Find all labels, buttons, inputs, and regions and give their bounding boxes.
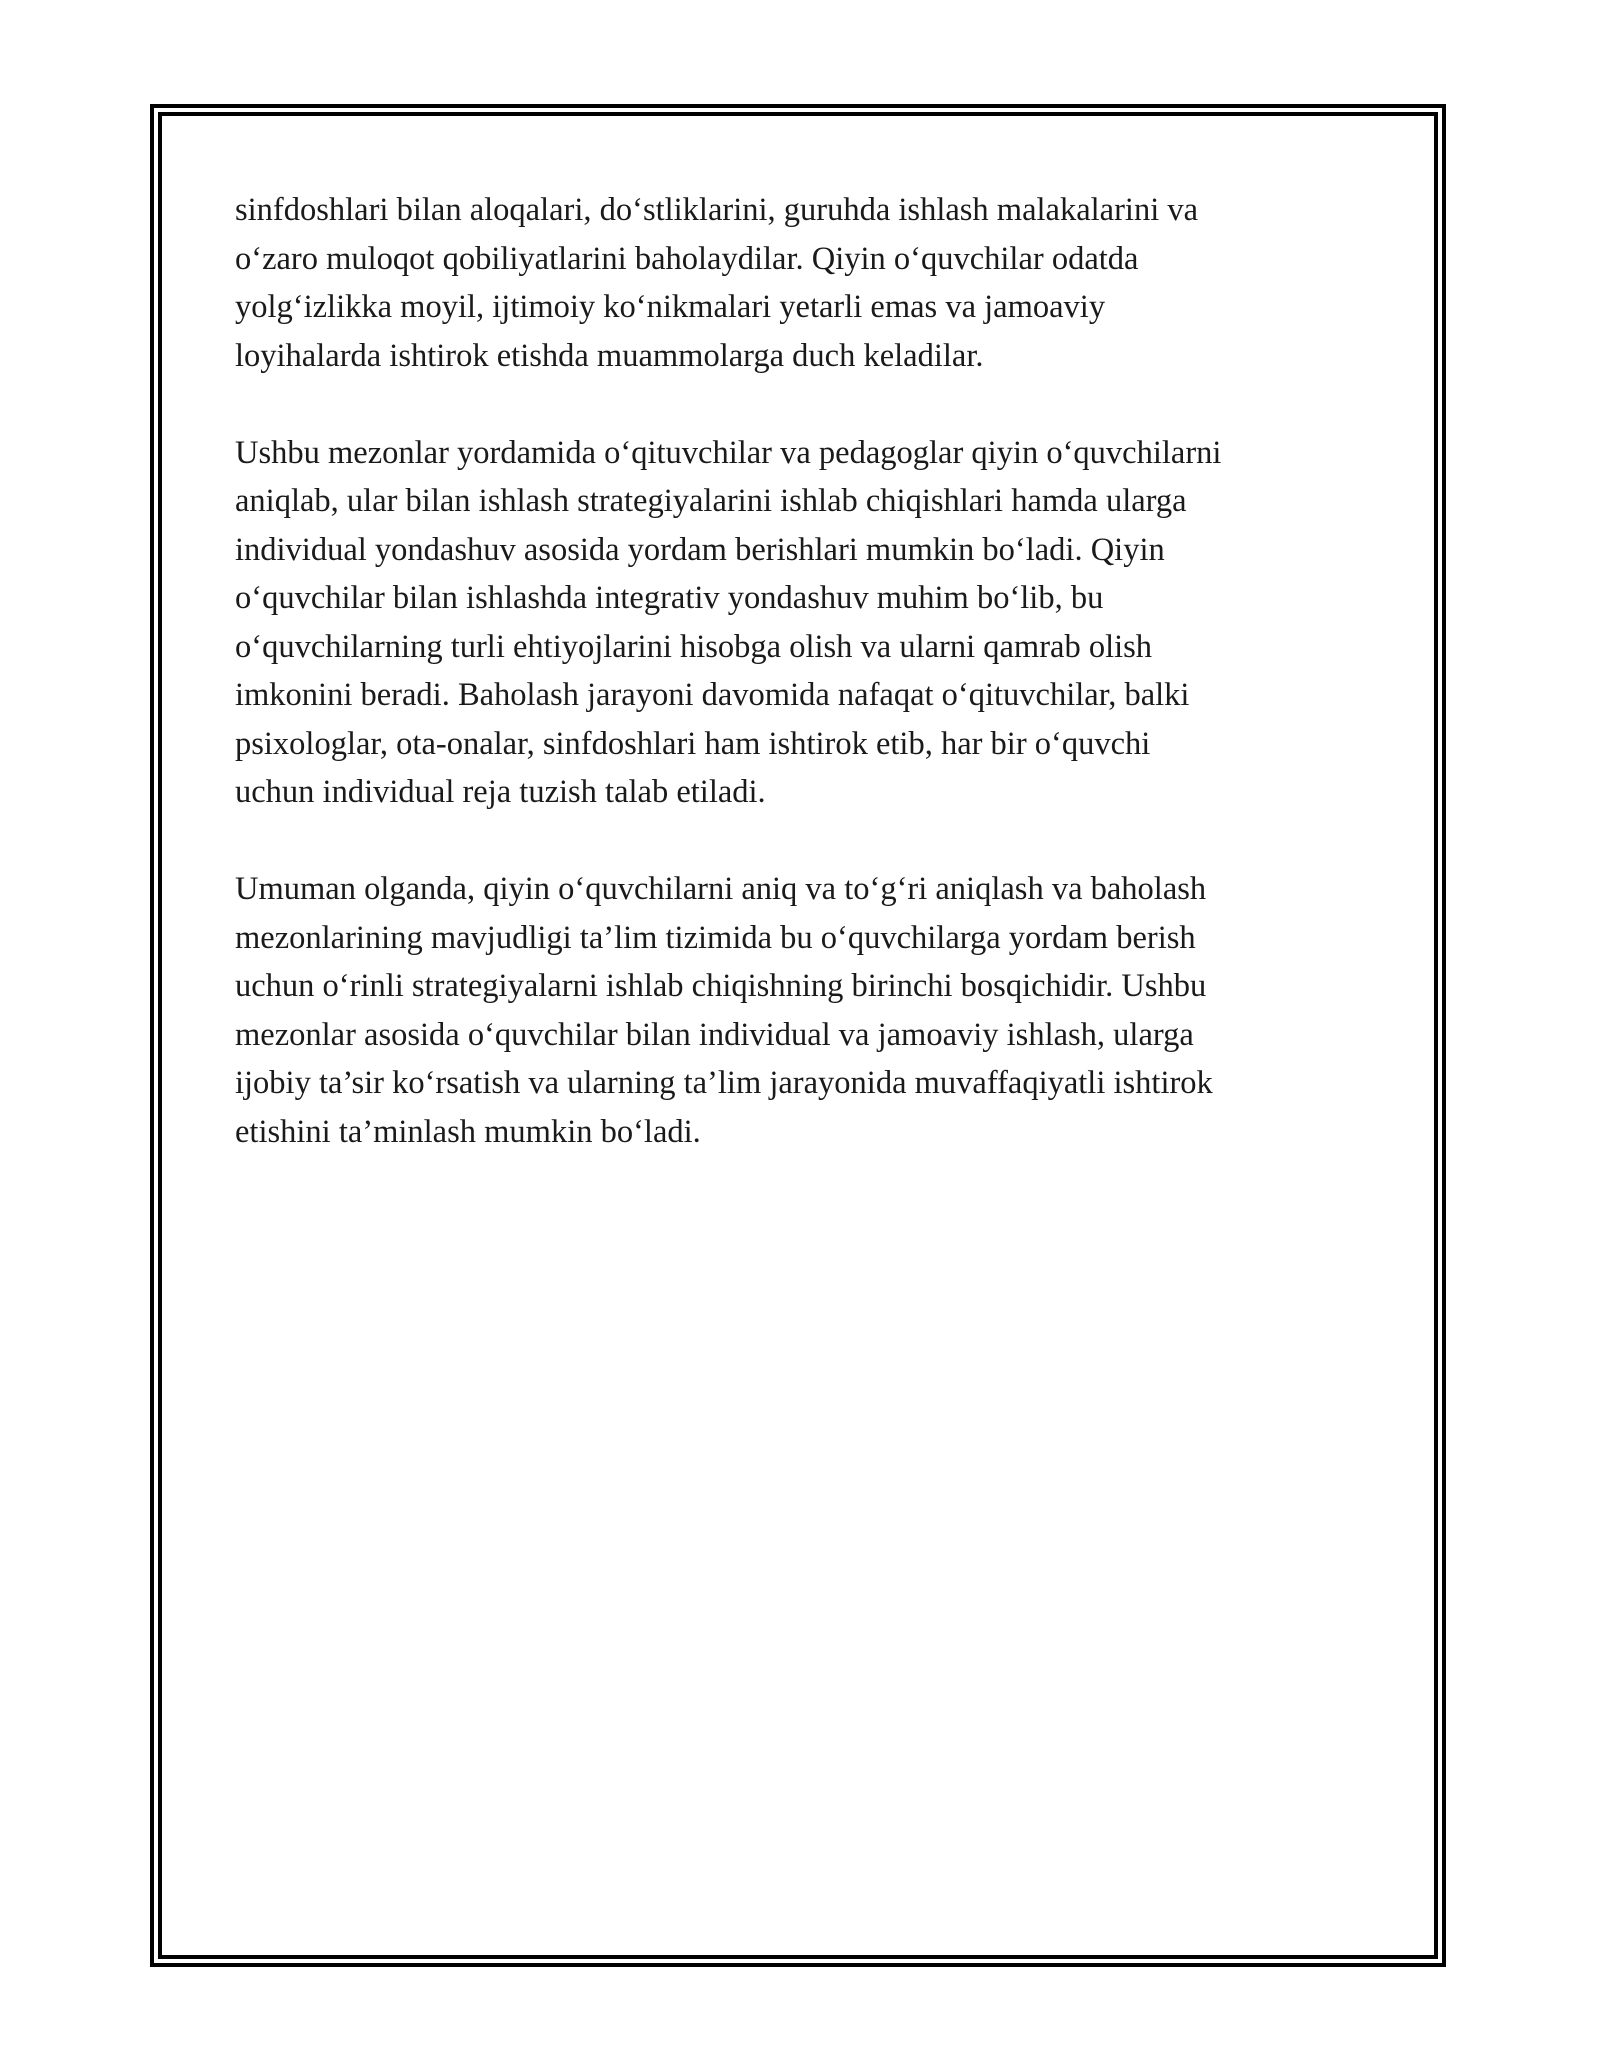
text-line: mezonlarining mavjudligi ta’lim tizimida bu o‘quvchilarga yordam berish (235, 919, 1196, 956)
text-line: mezonlar asosida o‘quvchilar bilan individual va jamoaviy ishlash, ularga (235, 1016, 1194, 1053)
text-line: sinfdoshlari bilan aloqalari, do‘stliklarini, guruhda ishlash malakalarini va (235, 192, 1199, 228)
paragraph-2 (235, 429, 1365, 817)
text-line: Umuman olganda, qiyin o‘quvchilarni aniq va to‘g‘ri aniqlash va baholash (235, 871, 1207, 907)
text-line: imkonini beradi. Baholash jarayoni davomida nafaqat o‘qituvchilar, balki (235, 677, 1190, 713)
text-line: individual yondashuv asosida yordam berishlari mumkin bo‘ladi. Qiyin (235, 531, 1165, 568)
text-line: o‘zaro muloqot qobiliyatlarini baholaydilar. Qiyin o‘quvchilar odatda (235, 240, 1139, 277)
text-line: etishini ta’minlash mumkin bo‘ladi. (235, 1113, 701, 1150)
text-line: ijobiy ta’sir ko‘rsatish va ularning ta’lim jarayonida muvaffaqiyatli ishtirok (235, 1065, 1213, 1101)
paragraph-1 (235, 186, 1365, 380)
text-line: loyihalarda ishtirok etishda muammolarga duch keladilar. (235, 337, 984, 374)
paragraph-3 (235, 865, 1365, 1156)
text-line: uchun individual reja tuzish talab etiladi. (235, 774, 766, 810)
text-line: Ushbu mezonlar yordamida o‘qituvchilar va pedagoglar qiyin o‘quvchilarni (235, 434, 1222, 471)
text-line: o‘quvchilar bilan ishlashda integrativ yondashuv muhim bo‘lib, bu (235, 580, 1104, 616)
text-line: uchun o‘rinli strategiyalarni ishlab chiqishning birinchi bosqichidir. Ushbu (235, 968, 1207, 1004)
text-line: psixologlar, ota-onalar, sinfdoshlari ham ishtirok etib, har bir o‘quvchi (235, 725, 1151, 762)
text-line: yolg‘izlikka moyil, ijtimoiy ko‘nikmalari yetarli emas va jamoaviy (235, 289, 1106, 325)
document-body (235, 186, 1365, 1205)
text-line: o‘quvchilarning turli ehtiyojlarini hisobga olish va ularni qamrab olish (235, 628, 1153, 665)
text-line: aniqlab, ular bilan ishlash strategiyalarini ishlab chiqishlari hamda ularga (235, 483, 1187, 519)
